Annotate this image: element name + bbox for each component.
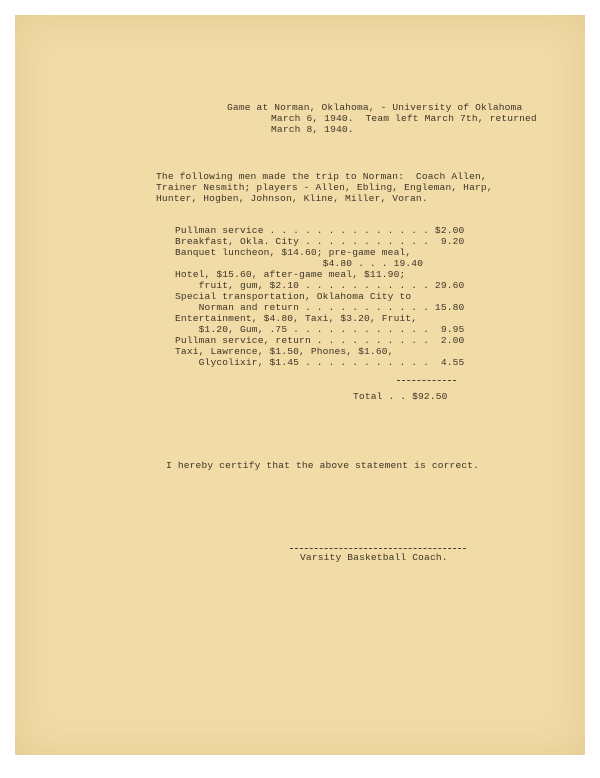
certification-statement: I hereby certify that the above statement is correct.	[166, 460, 480, 471]
expense-line: Pullman service . . . . . . . . . . . . . . $2.00	[175, 225, 465, 236]
expense-line: $1.20, Gum, .75 . . . . . . . . . . . . 9.95	[175, 324, 465, 335]
document-page	[15, 15, 585, 755]
roster-line-3: Hunter, Hogben, Johnson, Kline, Miller, Voran.	[156, 193, 428, 204]
total-line: Total . . $92.50	[353, 391, 448, 402]
expense-line: Pullman service, return . . . . . . . . . . 2.00	[175, 335, 465, 346]
expense-line: fruit, gum, $2.10 . . . . . . . . . . . 29.60	[175, 280, 465, 291]
roster-line-1: The following men made the trip to Norman: Coach Allen,	[156, 171, 487, 182]
header-line-3: March 8, 1940.	[271, 124, 354, 135]
header-line-2: March 6, 1940. Team left March 7th, returned	[271, 113, 537, 124]
expense-line: Special transportation, Oklahoma City to	[175, 291, 412, 302]
expense-line: Entertainment, $4.80, Taxi, $3.20, Fruit,	[175, 313, 418, 324]
signature-title: Varsity Basketball Coach.	[300, 552, 448, 563]
expense-line: Taxi, Lawrence, $1.50, Phones, $1.60,	[175, 346, 394, 357]
roster-line-2: Trainer Nesmith; players - Allen, Ebling, Engleman, Harp,	[156, 182, 493, 193]
expense-line: Glycolixir, $1.45 . . . . . . . . . . . 4.55	[175, 357, 465, 368]
signature-line	[290, 548, 466, 549]
expense-line: Breakfast, Okla. City . . . . . . . . . . . 9.20	[175, 236, 465, 247]
total-rule	[397, 380, 456, 381]
expense-line: Banquet luncheon, $14.60; pre-game meal,	[175, 247, 412, 258]
header-line-1: Game at Norman, Oklahoma, - University of Oklahoma	[227, 102, 523, 113]
expense-line: Norman and return . . . . . . . . . . . 15.80	[175, 302, 465, 313]
expense-line: $4.80 . . . 19.40	[175, 258, 424, 269]
expense-line: Hotel, $15.60, after-game meal, $11.90;	[175, 269, 406, 280]
